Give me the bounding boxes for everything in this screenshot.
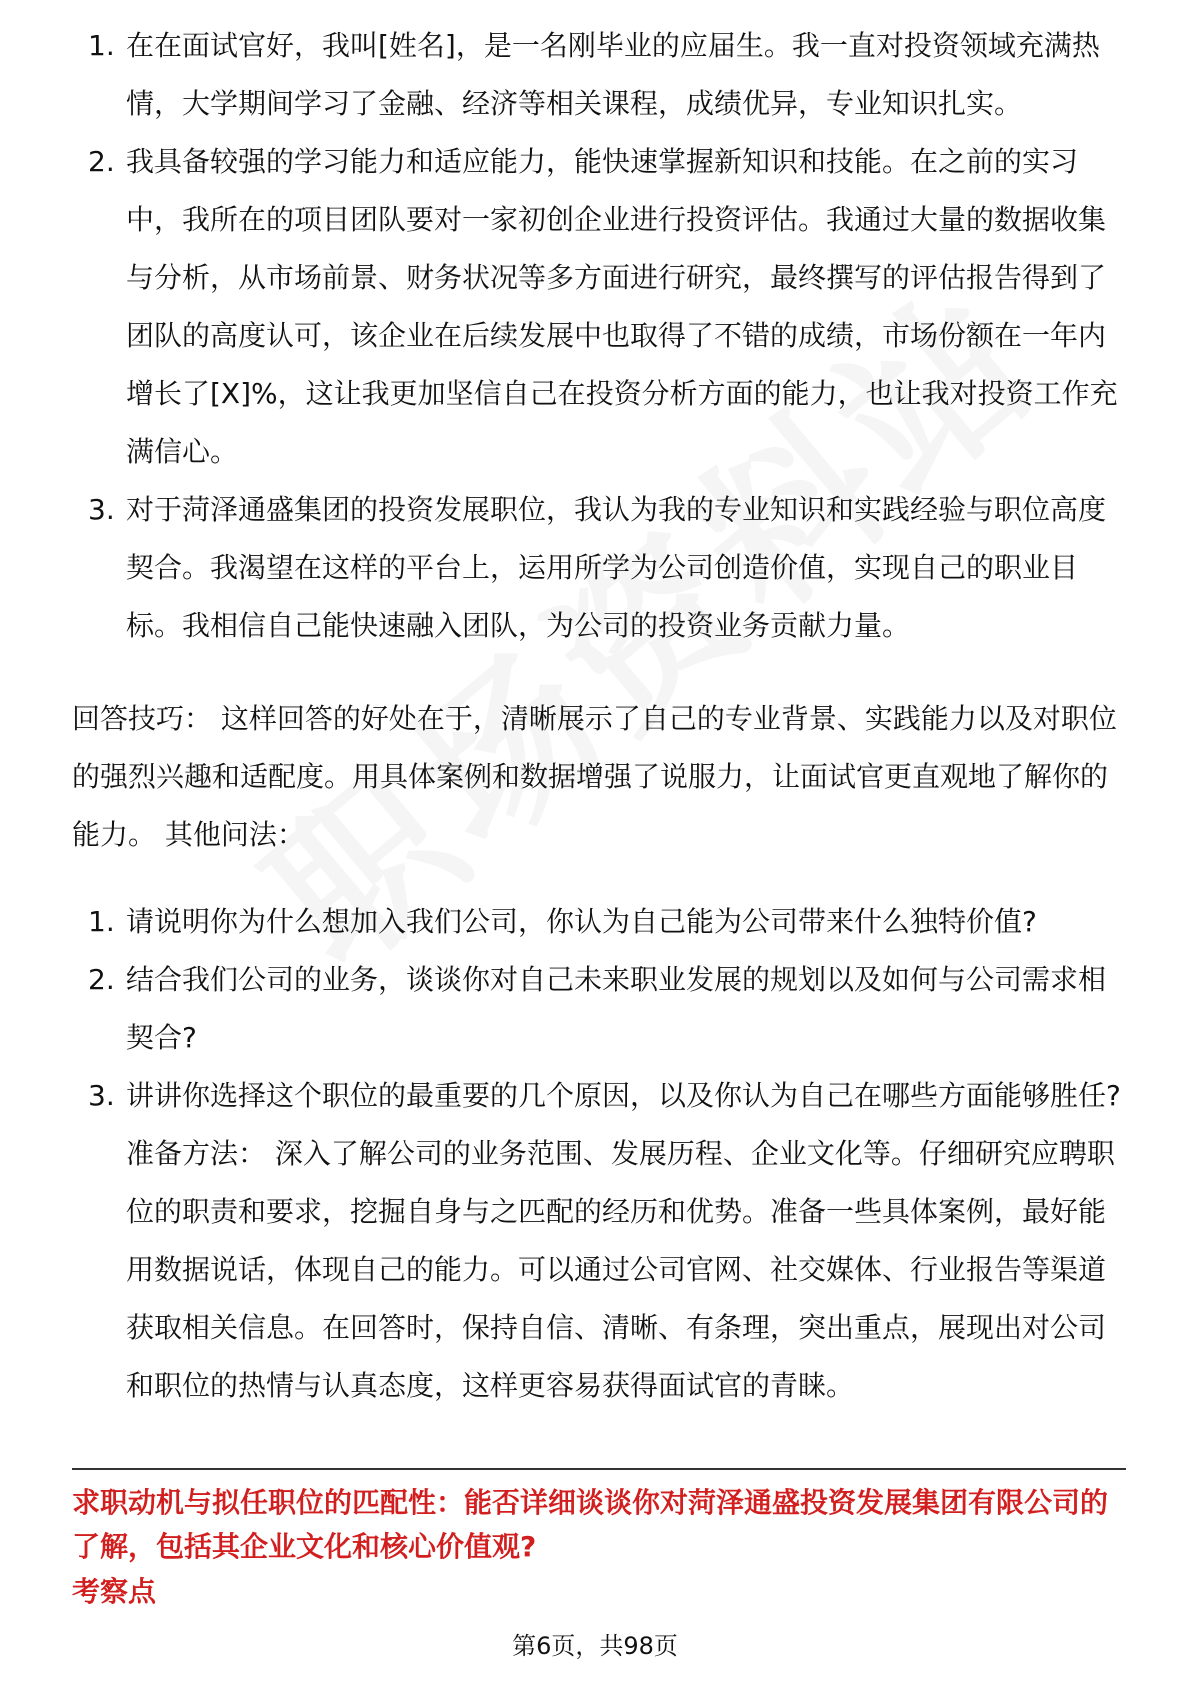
evaluation-points-heading: 考察点 <box>72 1575 157 1608</box>
list-number: 2. <box>88 145 115 178</box>
list-number: 2. <box>88 963 115 996</box>
list-number: 3. <box>88 1079 115 1112</box>
list-text: 讲讲你选择这个职位的最重要的几个原因，以及你认为自己在哪些方面能够胜任? 准备方法： 深入了解公司的业务范围、发展历程、企业文化等。仔细研究应聘职位的职责和要求，挖掘自身与之匹配的经历和优势。准备一些具体案例，最好能用数据说话，体现自己的能力。可以通过公司官网、社交媒体、行业报告等渠道获取相关信息。在回答时，保持自信、清晰、有条理，突出重点，展现出对公司和职位的热情与认真态度，这样更容易获得面试官的青睐。 <box>126 1079 1121 1402</box>
answer-list <box>72 17 1132 655</box>
answer-tips-paragraph: 回答技巧： 这样回答的好处在于，清晰展示了自己的专业背景、实践能力以及对职位的强烈兴趣和适配度。用具体案例和数据增强了说服力，让面试官更直观地了解你的能力。 其他问法： <box>72 702 1117 851</box>
alternative-questions-list <box>72 893 1132 1415</box>
list-text: 我具备较强的学习能力和适应能力，能快速掌握新知识和技能。在之前的实习中，我所在的项目团队要对一家初创企业进行投资评估。我通过大量的数据收集与分析，从市场前景、财务状况等多方面进行研究，最终撰写的评估报告得到了团队的高度认可，该企业在后续发展中也取得了不错的成绩，市场份额在一年内增长了[X]%，这让我更加坚信自己在投资分析方面的能力，也让我对投资工作充满信心。 <box>126 145 1118 468</box>
section-divider <box>72 1468 1126 1470</box>
list-number: 3. <box>88 493 115 526</box>
list-item <box>72 17 1132 133</box>
list-number: 1. <box>88 905 115 938</box>
list-item <box>72 133 1132 481</box>
list-item <box>72 1067 1132 1415</box>
list-number: 1. <box>88 29 115 62</box>
list-item <box>72 893 1132 951</box>
question-heading: 求职动机与拟任职位的匹配性：能否详细谈谈你对菏泽通盛投资发展集团有限公司的了解，包括其企业文化和核心价值观? <box>72 1486 1109 1563</box>
list-item <box>72 481 1132 655</box>
page-footer: 第6页，共98页 <box>512 1632 678 1660</box>
list-text: 对于菏泽通盛集团的投资发展职位，我认为我的专业知识和实践经验与职位高度契合。我渴望在这样的平台上，运用所学为公司创造价值，实现自己的职业目标。我相信自己能快速融入团队，为公司的投资业务贡献力量。 <box>126 493 1107 642</box>
list-text: 在在面试官好，我叫[姓名]，是一名刚毕业的应届生。我一直对投资领域充满热情，大学期间学习了金融、经济等相关课程，成绩优异，专业知识扎实。 <box>126 29 1100 120</box>
list-text: 请说明你为什么想加入我们公司，你认为自己能为公司带来什么独特价值? <box>126 905 1037 938</box>
list-item <box>72 951 1132 1067</box>
list-text: 结合我们公司的业务，谈谈你对自己未来职业发展的规划以及如何与公司需求相契合? <box>126 963 1107 1054</box>
